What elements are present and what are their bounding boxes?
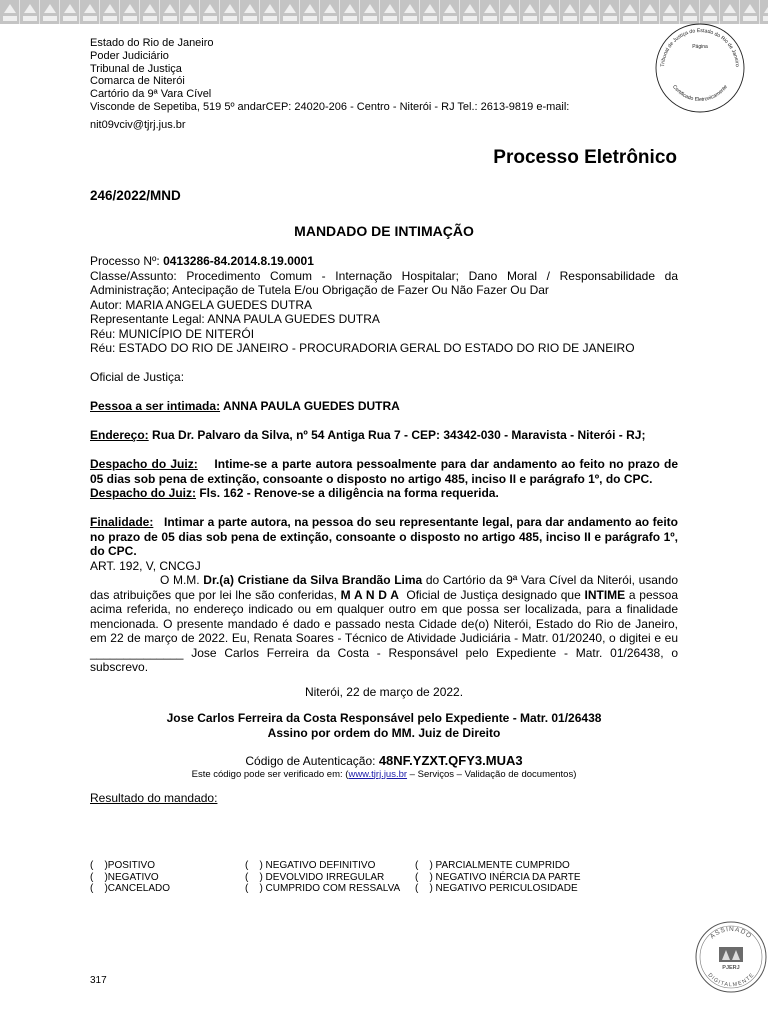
header-line: Poder Judiciário (90, 49, 169, 62)
header-line: Comarca de Niterói (90, 75, 185, 88)
result-option-row (90, 883, 581, 895)
page-title: Processo Eletrônico (493, 147, 677, 168)
digital-signature-seal (694, 920, 768, 994)
document-heading: MANDADO DE INTIMAÇÃO (294, 223, 474, 239)
result-option-row (90, 872, 581, 884)
oficial-label: Oficial de Justiça: (90, 370, 185, 384)
seal-top-bottom-text: Certificado Eletronicamente (671, 84, 729, 103)
result-option: ( ) NEGATIVO DEFINITIVO (245, 860, 376, 871)
result-options (90, 860, 581, 895)
header-line: Tribunal de Justiça (90, 62, 182, 75)
svg-text:Certificado Eletronicamente (671, 84, 729, 103)
result-option: ( ) PARCIALMENTE CUMPRIDO (415, 860, 570, 871)
page-number: 317 (90, 975, 107, 986)
pessoa-line: Pessoa a ser intimada: ANNA PAULA GUEDES DUTRA (90, 399, 400, 413)
seal-bottom-top-text: ASSINADO (708, 925, 754, 941)
finalidade-line: Finalidade: Intimar a parte autora, na pessoa do seu representante legal, para dar andamento ao feito no prazo de 05 dias sob pena de extinção, consoante o disposto no artigo 485, inciso II e parágrafo 1º, do CPC. (90, 515, 682, 558)
tjrj-link[interactable]: www.tjrj.jus.br (348, 768, 408, 780)
art-reference: ART. 192, V, CNCGJ (90, 558, 201, 573)
document-body (90, 254, 682, 805)
result-option: ( ) NEGATIVO INÉRCIA DA PARTE (415, 871, 581, 883)
case-legal-representative: Representante Legal: ANNA PAULA GUEDES DUTRA (90, 312, 380, 326)
header-line: Estado do Rio de Janeiro (90, 37, 214, 49)
result-option: ( )NEGATIVO (90, 871, 159, 883)
case-defendant: Réu: ESTADO DO RIO DE JANEIRO - PROCURADORIA GERAL DO ESTADO DO RIO DE JANEIRO (90, 341, 635, 355)
seal-top-arc-text: Tribunal de Justiça do Estado do Rio de Janeiro (659, 27, 741, 68)
manda-word: M A N D A (340, 587, 399, 602)
header-address: Visconde de Sepetiba, 519 5º andarCEP: 24020-206 - Centro - Niterói - RJ Tel.: 2613-9819 e-mail: (90, 100, 570, 113)
signature-subline: Assino por ordem do MM. Juiz de Direito (267, 725, 501, 740)
despacho-line: Despacho do Juiz: Fls. 162 - Renove-se a diligência na forma requerida. (90, 486, 499, 500)
electronic-certification-seal (650, 18, 750, 118)
resultado-label: Resultado do mandado: (90, 790, 218, 805)
court-header (90, 37, 569, 132)
processo-number: 0413286-84.2014.8.19.0001 (163, 254, 314, 268)
despacho-line: Despacho do Juiz: Intime-se a parte autora pessoalmente para dar andamento ao feito no prazo de 05 dias sob pena de extinção, consoante o disposto no artigo 485, inciso II e parágrafo 1º, do CPC. (90, 457, 682, 486)
case-defendant: Réu: MUNICÍPIO DE NITERÓI (90, 326, 255, 341)
verification-note: Este código pode ser verificado em: (www.tjrj.jus.br – Serviços – Validação de documentos) (191, 768, 577, 780)
result-option: ( ) CUMPRIDO COM RESSALVA (245, 883, 401, 894)
intime-word: INTIME (584, 587, 626, 602)
seal-top-center-text: Página (692, 44, 708, 50)
endereco-line: Endereço: Rua Dr. Palvaro da Silva, nº 54 Antiga Rua 7 - CEP: 34342-030 - Maravista - Niterói - RJ; (90, 428, 646, 442)
seal-bottom-center-text: PJERJ (722, 965, 740, 971)
case-author: Autor: MARIA ANGELA GUEDES DUTRA (90, 297, 313, 312)
auth-code-value: 48NF.YZXT.QFY3.MUA3 (378, 753, 523, 768)
judge-name: Dr.(a) Cristiane da Silva Brandão Lima (203, 573, 423, 587)
case-class-subject: Classe/Assunto: Procedimento Comum - Internação Hospitalar; Dano Moral / Responsabilidade da Administração; Antecipação de Tutela E/ou Obrigação de Fazer Ou Não Fazer Ou Dar (90, 268, 678, 297)
signature-line: Jose Carlos Ferreira da Costa Responsável pelo Expediente - Matr. 01/26438 (166, 711, 602, 725)
result-option: ( )POSITIVO (90, 860, 156, 871)
seal-bottom-bottom-text: DIGITALMENTE (706, 972, 756, 989)
result-option: ( ) DEVOLVIDO IRREGULAR (245, 871, 385, 883)
processo-line: Processo Nº: 0413286-84.2014.8.19.0001 (90, 254, 314, 268)
header-email: nit09vciv@tjrj.jus.br (90, 118, 186, 131)
result-option: ( ) NEGATIVO PERICULOSIDADE (415, 883, 578, 894)
result-option: ( )CANCELADO (90, 883, 171, 894)
mandate-paragraph: O M.M. Dr.(a) Cristiane da Silva Brandão Lima do Cartório da 9ª Vara Cível da Niterói, usando das atribuições que por lei lhe são conferidas, M A N D A Oficial de Justiça designado que INTIME a pessoa acima referida, no endereço indicado ou em qualquer outro em que possa ser localizada, para a finalidade mencionada. O presente mandado é dado e passado nesta Cidade de(o) Niterói, Estado do Rio de Janeiro, em 22 de março de 2022. Eu, Renata Soares - Técnico de Atividade Judiciária - Matr. 01/20240, o digitei e eu ______________ Jose Carlos Ferreira da Costa - Responsável pelo Expediente - Matr. 01/26438, o subscrevo. (90, 573, 678, 674)
header-line: Cartório da 9ª Vara Cível (90, 88, 212, 101)
document-number: 246/2022/MND (90, 188, 181, 203)
result-option-row (90, 860, 581, 872)
document-date: Niterói, 22 de março de 2022. (304, 684, 464, 699)
authentication-code: Código de Autenticação: 48NF.YZXT.QFY3.MUA3 (245, 753, 523, 768)
